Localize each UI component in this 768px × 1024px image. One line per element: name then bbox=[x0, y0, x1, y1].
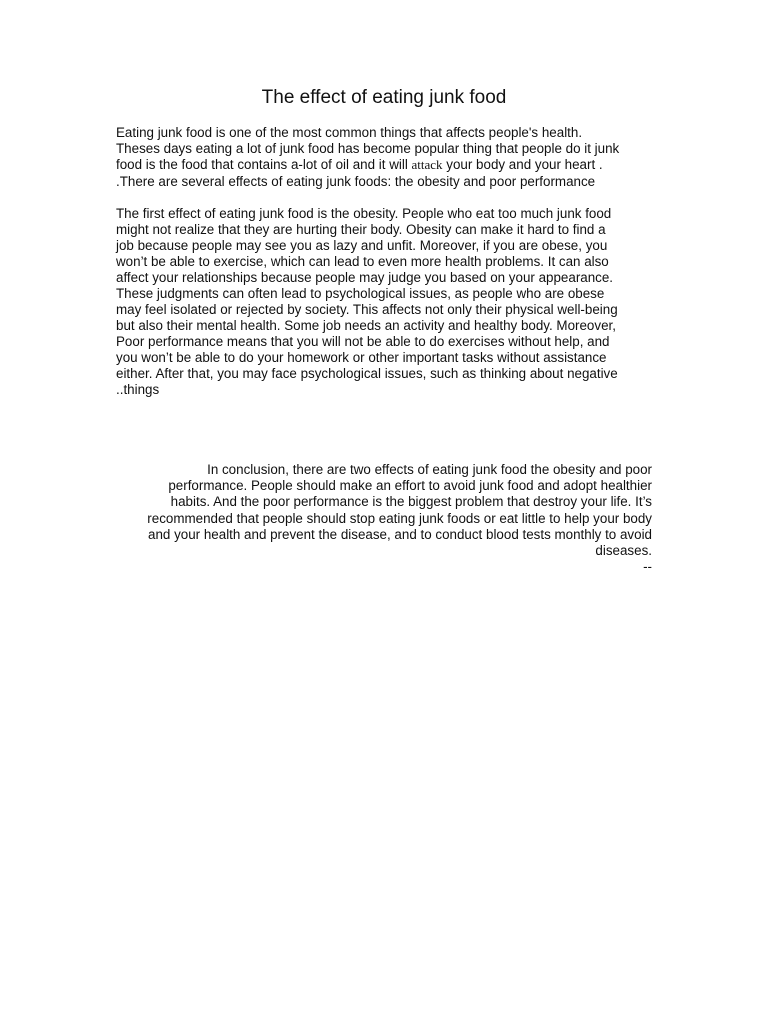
body-line: The first effect of eating junk food is the obesity. People who eat too much junk food bbox=[116, 206, 612, 221]
body-line: you won’t be able to do your homework or other important tasks without assistance bbox=[116, 350, 607, 365]
intro-serif-word: attack bbox=[411, 157, 443, 172]
body-line: won’t be able to exercise, which can lead to even more health problems. It can also bbox=[116, 254, 609, 269]
conclusion-line: habits. And the poor performance is the biggest problem that destroy your life. It’s bbox=[170, 494, 652, 509]
conclusion-line: diseases. bbox=[595, 543, 652, 558]
intro-line: Eating junk food is one of the most common things that affects people's health. bbox=[116, 125, 583, 140]
body-line: but also their mental health. Some job needs an activity and healthy body. Moreover, bbox=[116, 318, 616, 333]
body-line: may feel isolated or rejected by society. This affects not only their physical well-being bbox=[116, 302, 618, 317]
intro-line bbox=[116, 157, 603, 173]
intro-line-text: your body and your heart . bbox=[442, 157, 603, 172]
body-line: either. After that, you may face psychological issues, such as thinking about negative bbox=[116, 366, 618, 381]
body-line: might not realize that they are hurting their body. Obesity can make it hard to find a bbox=[116, 222, 606, 237]
intro-line: Theses days eating a lot of junk food has become popular thing that people do it junk bbox=[116, 141, 620, 156]
intro-line: .There are several effects of eating junk foods: the obesity and poor performance bbox=[116, 174, 596, 189]
body-line: These judgments can often lead to psychological issues, as people who are obese bbox=[116, 286, 605, 301]
intro-line-text: food is the food that contains a-lot of oil and it will bbox=[116, 157, 412, 172]
body-line: job because people may see you as lazy and unfit. Moreover, if you are obese, you bbox=[116, 238, 608, 253]
conclusion-line: In conclusion, there are two effects of eating junk food the obesity and poor bbox=[207, 462, 652, 477]
conclusion-line: performance. People should make an effort to avoid junk food and adopt healthier bbox=[168, 478, 652, 493]
body-line: affect your relationships because people may judge you based on your appearance. bbox=[116, 270, 614, 285]
conclusion-line: -- bbox=[643, 559, 652, 574]
body-line: ..things bbox=[116, 382, 160, 397]
document-title: The effect of eating junk food bbox=[261, 87, 507, 108]
body-line: Poor performance means that you will not be able to do exercises without help, and bbox=[116, 334, 610, 349]
conclusion-line: recommended that people should stop eating junk foods or eat little to help your body bbox=[147, 511, 652, 526]
conclusion-line: and your health and prevent the disease, and to conduct blood tests monthly to avoid bbox=[148, 527, 652, 542]
